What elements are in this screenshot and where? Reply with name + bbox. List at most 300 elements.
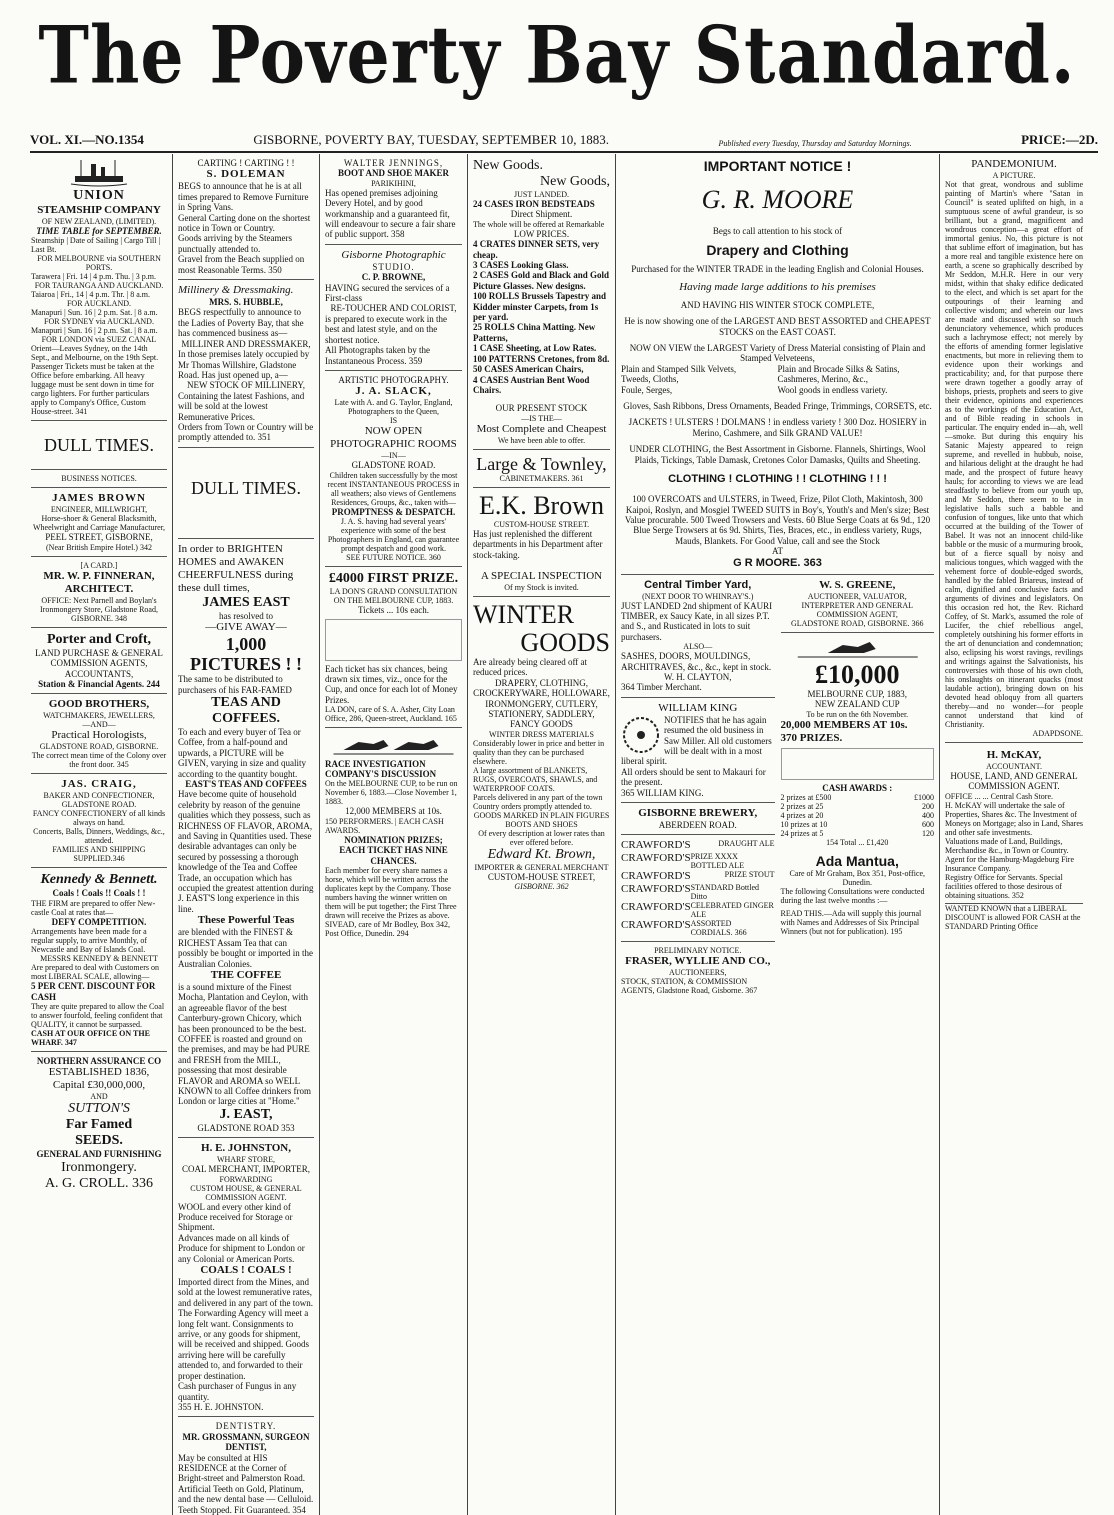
ad-line: JUST LANDED 2nd shipment of KAURI TIMBER, ex Saucy Kate, in all sizes P.T. and S., and Rusticated in lots to suit purchasers. <box>621 600 773 642</box>
ad-line: HOUSE, LAND, AND GENERAL COMMISSION AGENT. <box>950 771 1078 792</box>
ad-line: ESTABLISHED 1836, <box>48 1066 150 1079</box>
ad-line: 24 CASES IRON BEDSTEADS <box>473 199 595 209</box>
ad-line: Of every description at lower rates than ever offered before. <box>478 828 605 847</box>
ad-line: Purchased for the WINTER TRADE in the leading English and Colonial Houses. <box>631 264 924 275</box>
columns <box>26 154 1100 1515</box>
ad-line: CUSTOM-HOUSE STREET, <box>487 871 596 882</box>
ad-line: General Carting done on the shortest notice in Town or Country. <box>178 212 311 234</box>
ad-line: We have been able to offer. <box>497 435 586 445</box>
advertiser-name: JAMES BROWN <box>52 492 146 505</box>
ad-line: WATCHMAKERS, JEWELLERS, <box>43 711 155 721</box>
ad-line: PARIKIHINI, <box>371 178 416 188</box>
fabric-list <box>621 364 934 395</box>
porter-croft-ad <box>31 628 167 695</box>
ad-line: OFFICE: Next Parnell and Boylan's Ironmongery Store, Gladstone Road, <box>40 595 158 614</box>
ek-brown-ad <box>473 488 610 597</box>
ad-line: NOW OPEN <box>364 425 423 438</box>
award-row <box>781 811 935 820</box>
advertiser-name: C. P. BROWNE, <box>361 272 426 283</box>
advertiser-name: Kennedy & Bennett. <box>40 872 158 888</box>
ad-line: Tickets ... 10s each. <box>358 605 429 616</box>
route-row: Manapuri | Sun. 16 | 2 p.m. Sat. | 8 a.m. <box>31 308 158 318</box>
ad-line: EAST'S TEAS AND COFFEES <box>185 779 307 789</box>
ad-line: These Powerful Teas <box>197 914 295 927</box>
ad-line: GLADSTONE ROAD, GISBORNE. <box>39 742 159 752</box>
masthead <box>14 0 1100 112</box>
route-row: Tarawera | Fri. 14 | 4 p.m. Thu. | 3 p.m. <box>31 272 156 282</box>
ad-line: CUSTOM-HOUSE STREET. <box>493 519 590 529</box>
dull-times-2 <box>178 448 314 539</box>
ad-line: ACCOUNTANT. <box>986 762 1042 771</box>
advertiser-name: J. A. SLACK, <box>355 385 432 398</box>
ad-line: H. McKAY will undertake the sale of Properties, Shares &c. The Investment of Moneys on Mortgage; also in Land, Shares and other safe investments. <box>945 800 1083 837</box>
race-investigation-ad <box>325 728 462 938</box>
crawfords-product: PRIZE XXXX BOTTLED ALE <box>690 852 745 871</box>
stock-item: 4 CASES Austrian Bent Wood Chairs. <box>473 374 590 395</box>
ad-line: CASH AWARDS : <box>822 782 893 793</box>
ad-line: IMPORTER & GENERAL MERCHANT <box>474 862 609 872</box>
ad-heading: £10,000 <box>815 659 900 689</box>
ad-line: FAMILIES AND SHIPPING SUPPLIED.346 <box>52 845 146 864</box>
ad-line: 150 PERFORMERS. | EACH CASH AWARDS. <box>325 816 444 835</box>
crawfords-row <box>621 883 775 901</box>
ad-line: Begs to call attention to his stock of <box>712 226 843 236</box>
dentistry-ad <box>178 1417 314 1515</box>
ad-line: Parcels delivered in any part of the town Country orders promptly attended to. <box>473 792 603 811</box>
ad-line: May be consulted at HIS RESIDENCE at the Corner of Bright-street and Palmerston Road. <box>178 1452 305 1484</box>
ad-line: NOTIFIES that he has again resumed the old business in Saw Miller. All old customers will be dealt with in a most liberal spirit. <box>621 714 772 767</box>
ad-line: G R MOORE. 363 <box>733 556 822 569</box>
award-label: 10 prizes at 10 <box>780 820 828 830</box>
ad-heading: New Goods, <box>540 174 610 189</box>
melbourne-cup-ad <box>781 633 935 937</box>
ad-line: In those premises lately occupied by Mr Thomas Willshire, Gladstone Road. Has just opened up, a— <box>178 349 310 380</box>
ad-line: PEEL STREET, GISBORNE, <box>45 532 153 543</box>
crawfords-row <box>621 919 775 937</box>
crawfords-brand: CRAWFORD'S <box>621 919 691 932</box>
ad-line: Artificial Teeth on Gold, Platinum, and the new dental base — Celluloid. Teeth Stopped. Fit Guaranteed. 354 <box>178 1483 314 1515</box>
ad-line: GISBORNE. 362 <box>514 882 569 892</box>
ad-line: (NEXT DOOR TO WHINRAY'S.) <box>642 591 754 601</box>
advertiser-name: H. McKAY, <box>986 749 1042 761</box>
ad-line: DRAPERY, CLOTHING, CROCKERYWARE, HOLLOWARE, IRONMONGERY, CUTLERY, STATIONERY, SADDLERY, FANCY GOODS <box>473 677 610 730</box>
award-value: 200 <box>922 802 934 812</box>
column-6 <box>940 154 1088 1515</box>
ad-line: WHARF STORE, <box>216 1155 276 1165</box>
stock-item: 3 CASES Looking Glass. <box>473 260 569 271</box>
ad-line: 365 WILLIAM KING. <box>621 787 704 798</box>
ad-heading: IMPORTANT NOTICE ! <box>703 158 852 174</box>
ad-line: CARTING ! CARTING ! ! <box>197 158 295 168</box>
ad-line: COALS ! COALS ! <box>200 1264 292 1277</box>
advertiser-name: MR. GROSSMANN, SURGEON DENTIST, <box>182 1431 310 1453</box>
ad-line: Coals ! Coals !! Coals ! ! <box>52 888 146 899</box>
ad-line: Considerably lower in price and better in quality than they can be purchased elsewhere. <box>473 738 605 766</box>
ad-line: LA DON'S GRAND CONSULTATION <box>329 587 458 597</box>
horse-race-icon <box>325 732 462 756</box>
ad-line: FANCY CONFECTIONERY of all kinds always on hand. <box>32 809 166 828</box>
ad-line: MESSRS KENNEDY & BENNETT <box>40 954 158 964</box>
ad-line: AUCTIONEERS, <box>668 968 727 978</box>
advertiser-name: Central Timber Yard, <box>644 578 752 591</box>
ad-line: He is now showing one of the LARGEST AND BEST ASSORTED and CHEAPEST STOCKS on the EAST COAST. <box>624 316 931 337</box>
stock-item: 4 CRATES DINNER SETS, very cheap. <box>473 239 600 260</box>
article-title: PANDEMONIUM. <box>971 158 1057 170</box>
ad-line: are blended with the FINEST & RICHEST Assam Tea that can possibly be bought or imported in the Australian Colonies. <box>178 927 313 969</box>
johnston-ad <box>178 1138 314 1417</box>
ad-line: SEE FUTURE NOTICE. 360 <box>346 553 441 563</box>
ad-line: Each ticket has six chances, being drawn six times, viz., once for the Cup, and once for each lot of Money Prizes. <box>325 663 458 705</box>
ad-line: UNDER CLOTHING, the Best Assortment in Gisborne. Flannels, Shirtings, Wool Plaids, Tickings, Table Damask, Cretones Color Damasks, Quilts and Sheeting. <box>629 444 926 465</box>
ad-line: A SPECIAL INSPECTION <box>480 569 603 582</box>
fabric-item: Wool goods in endless variety. <box>777 384 888 395</box>
ad-line: Children taken successfully by the most recent INSTANTANEOUS PROCESS in all weathers; also views of Gentlemens Residences, Groups, &c., taken with— <box>327 470 460 507</box>
ad-line: ACCOUNTANTS, <box>64 668 134 679</box>
doleman-carting-ad <box>178 154 314 280</box>
ad-line: WINTER DRESS MATERIALS <box>489 729 594 739</box>
crawfords-brand: CRAWFORD'S <box>621 870 691 883</box>
ad-line: ON THE MELBOURNE CUP, 1883. <box>333 596 454 606</box>
award-label: 2 prizes at £500 <box>780 793 832 803</box>
slack-photography-ad <box>325 371 462 567</box>
advertiser-name: GISBORNE BREWERY, <box>638 807 758 820</box>
ad-line: Have become quite of household celebrity by reason of the genuine qualities which they possess, such as RICHNESS OF FLAVOR, AROMA, and Saving in Quantities used. These desirable advantages can only be secured by possessing a thorough knowledge of the Tea and Coffee Trade, an occupation which has occupied the greatest attention during J. EAST'S long experience in this line. <box>178 789 314 914</box>
ad-line: AUCTIONEER, VALUATOR, <box>807 591 907 601</box>
award-label: 4 prizes at 20 <box>780 811 824 821</box>
stock-item: 100 PATTERNS Cretones, from 8d. <box>473 353 610 364</box>
crawfords-brand: CRAWFORD'S <box>621 852 691 865</box>
northern-assurance-ad <box>31 1052 167 1192</box>
ad-line: Ironmongery. <box>61 1159 137 1175</box>
ad-line: 355 H. E. JOHNSTON. <box>178 1401 264 1412</box>
ad-line: Late with A. and G. Taylor, England, Photographers to the Queen, <box>334 398 453 417</box>
gisborne-brewery-ad <box>621 803 775 835</box>
ad-line: —AND— <box>82 720 116 730</box>
stock-item: 1 CASE Sheeting, at Low Rates. <box>473 343 597 354</box>
ad-line: Practical Horologists, <box>51 729 147 742</box>
fabric-item: Cashmeres, Merino, &c., <box>777 374 868 385</box>
ad-line: ENGINEER, MILLWRIGHT, <box>50 505 148 515</box>
fabric-item: Plain and Stamped Silk Velvets, <box>621 363 737 374</box>
fabric-item: Foule, Serges, <box>621 384 673 395</box>
ad-line: DEFY COMPETITION. <box>51 916 147 927</box>
ad-line: Cash purchaser of Fungus in any quantity. <box>178 1381 297 1402</box>
ad-heading: WINTER <box>473 599 575 629</box>
good-brothers-ad <box>31 694 167 774</box>
ad-line: THE COFFEE <box>210 968 282 981</box>
ad-line: MELBOURNE CUP, 1883, <box>807 688 907 699</box>
crawfords-row <box>621 839 775 852</box>
ad-line: The Forwarding Agency will meet a long felt want. Consignments to arrive, or any goods for shipment, will be received and shipped. Goods arriving here will be carefully attended to, and forwarded to their proper destination. <box>178 1308 309 1381</box>
ad-line: IS <box>389 416 398 426</box>
ad-line: 100 OVERCOATS and ULSTERS, in Tweed, Frize, Pilot Cloth, Makintosh, 300 Kaipoi, Roslyn, and Mosgiel TWEED SUITS in Boy's, Youth's and Men's size; Best Value procurable. 500 Tweed Trowsers and Vests. 60 Blue Serge Coats at 6s 9d., 120 Blue Serge Trowsers at 6s 9d. Shirts, Ties, Braces, etc., in endless variety, Rugs, Mauds, Blankets. For Good Value, call and see the Stock <box>624 494 931 546</box>
greene-ad <box>781 575 935 633</box>
hubble-millinery-ad <box>178 280 314 448</box>
dull-times-heading: DULL TIMES. <box>191 477 301 498</box>
ad-heading: DENTISTRY. <box>215 1421 277 1432</box>
stock-item: 100 ROLLS Brussels Tapestry and Kidder minster Carpets, from 1s per yard. <box>473 291 607 323</box>
ad-line: —IN— <box>381 451 406 461</box>
ad-line: OUR PRESENT STOCK <box>495 403 588 414</box>
crawfords-brand: CRAWFORD'S <box>621 839 691 852</box>
advertiser-name: Ada Mantua, <box>815 853 899 870</box>
advertiser-name: G. R. MOORE <box>701 185 854 214</box>
ad-line: Has opened premises adjoining Devery Hotel, and by good workmanship and a guaranteed fit, will endeavour to secure a fair share of public support. 358 <box>325 187 456 240</box>
ad-line: —GIVE AWAY— <box>205 621 287 634</box>
advertiser-name: Large & Townley, <box>476 453 607 474</box>
ad-line: JUST LANDED. <box>514 190 569 199</box>
ad-line: Most Complete and Cheapest <box>476 422 607 435</box>
ad-line: JACKETS ! ULSTERS ! DOLMANS ! in endless variety ! 300 Doz. HOSIERY in Merino, Cashmere, and Silk GRAND VALUE! <box>628 417 927 438</box>
ad-line: is a sound mixture of the Finest Mocha, Plantation and Ceylon, with an agreeable flavor of the best Canterbury-grown Chicory, which has been pronounced to be the best. COFFEE is roasted and ground on the premises, and may be had PURE and FRESH from the MILL, possessing that most desirable FLAVOR and AROMA so WELL KNOWN to all Coffee drinkers from London or large cities at "Home." <box>178 981 312 1107</box>
ad-heading: RACE INVESTIGATION COMPANY'S DISCUSSION <box>325 758 437 779</box>
article-subtitle: A PICTURE. <box>992 171 1036 180</box>
ad-line: Gravel from the Beach supplied on most Reasonable Terms. 350 <box>178 254 305 275</box>
ad-line: Concerts, Balls, Dinners, Weddings, &c., attended. <box>33 827 165 846</box>
place-date: GISBORNE, POVERTY BAY, TUESDAY, SEPTEMBER 10, 1883. <box>253 132 610 147</box>
crawfords-product: DRAUGHT ALE <box>718 839 775 849</box>
ad-line: On the MELBOURNE CUP, to be run on November 6, 1883.—Close November 1, 1883. <box>325 779 458 807</box>
company-sub: OF NEW ZEALAND, (LIMITED). <box>41 217 157 226</box>
ad-heading: £4000 FIRST PRIZE. <box>328 571 459 587</box>
award-row <box>781 829 935 838</box>
ad-line: The following Consultations were conducted during the last twelve months :— <box>780 887 925 906</box>
stock-item: 25 ROLLS China Matting. New Patterns, <box>473 322 596 343</box>
ad-line: Orders from Town or Country will be promptly attended to. 351 <box>178 421 314 443</box>
ad-line: STUDIO. <box>372 261 415 272</box>
ad-line: Capital £30,000,000, <box>52 1079 146 1092</box>
route-row: Taiaroa | Fri., 14 | 4 p.m. Thr. | 8 a.m. <box>31 290 150 300</box>
ad-line: Gloves, Sash Ribbons, Dress Ornaments, Beaded Fringe, Trimmings, CORSETS, etc. <box>623 401 932 412</box>
ad-heading: Gisborne Photographic <box>341 248 446 261</box>
route-heading: FOR MELBOURNE via SOUTHERN PORTS. <box>37 254 161 273</box>
ad-line: AT <box>772 546 783 557</box>
volume-number: VOL. XI.—NO.1354 <box>30 132 144 147</box>
ad-line: SASHES, DOORS, MOULDINGS, ARCHITRAVES, &c., &c., kept in stock. <box>621 651 772 672</box>
ad-heading: GOODS <box>520 627 610 657</box>
column-3 <box>320 154 468 1515</box>
business-notices-heading: BUSINESS NOTICES. <box>31 470 167 488</box>
advertiser-name: FRASER, WYLLIE AND CO., <box>625 955 771 968</box>
william-king-ad <box>621 698 775 803</box>
prize-table <box>325 619 462 661</box>
advertiser-name: W. S. GREENE, <box>819 578 896 591</box>
ad-line: 12,000 MEMBERS at 10s. <box>345 806 442 817</box>
fabric-item: Plain and Brocade Silks & Satins, <box>777 363 900 374</box>
ad-line: GISBORNE. 348 <box>70 613 127 623</box>
ad-line: W. H. CLAYTON, <box>664 671 732 682</box>
ad-line: J. A. S. having had several years' experience with some of the best Photographers in England, can guarantee prompt despatch and good work. <box>327 517 460 554</box>
ad-line: GLADSTONE ROAD, GISBORNE. 366 <box>790 618 924 628</box>
ad-line: LA DON, care of S. A. Asher, City Loan Office, 286, Queen-street, Auckland. 165 <box>325 705 457 724</box>
ad-line: J. EAST, <box>219 1106 273 1122</box>
advertiser-name: H. E. JOHNSTON, <box>201 1142 291 1155</box>
ad-line: Are prepared to deal with Customers on most LIBERAL SCALE, allowing— <box>31 963 159 982</box>
ad-line: HAVING secured the services of a First-class <box>325 282 450 304</box>
ad-line: LAND PURCHASE & GENERAL <box>35 647 163 658</box>
ad-heading: Millinery & Dressmaking. <box>178 284 294 297</box>
ad-line: STOCK, STATION, & COMMISSION AGENTS, Gladstone Road, Gisborne. 367 <box>621 977 758 996</box>
ad-line: Having made large additions to his premises <box>679 280 876 293</box>
col5-lower-left <box>621 575 775 996</box>
dull-times-heading: DULL TIMES. <box>44 435 154 456</box>
ad-line: ABERDEEN ROAD. <box>658 820 737 831</box>
article-signature: ADAPDSONE. <box>1032 729 1083 738</box>
ad-line: WOOL and every other kind of Produce received for Storage or Shipment. <box>178 1201 293 1233</box>
crawfords-row <box>621 901 775 919</box>
advertiser-name: JAS. CRAIG, <box>61 778 137 791</box>
union-steamship-ad <box>31 154 167 421</box>
ad-line: All Photographs taken by the Instantaneous Process. 359 <box>325 345 430 366</box>
ad-line: GLADSTONE ROAD 353 <box>197 1122 295 1133</box>
cup-table <box>781 748 935 780</box>
ad-line: The same to be distributed to purchasers of his FAR-FAMED <box>178 674 292 695</box>
ad-line: NOW ON VIEW the LARGEST Variety of Dress Material consisting of Plain and Stamped Velveteens, <box>629 343 926 364</box>
ad-line: INTERPRETER AND GENERAL COMMISSION AGENT, <box>801 600 914 619</box>
mckay-ad <box>945 743 1083 931</box>
ad-line: Of my Stock is invited. <box>504 582 579 592</box>
ad-line: BAKER AND CONFECTIONER, <box>43 791 155 801</box>
advertiser-name: MR. W. P. FINNERAN, ARCHITECT. <box>43 569 155 595</box>
col5-lower-right <box>781 575 935 996</box>
ad-line: AND HAVING HIS WINTER STOCK COMPLETE, <box>680 299 875 310</box>
timetable-header: Steamship | Date of Sailing | Cargo Till | Last Bt. <box>31 236 161 255</box>
ad-line: Each member for every share names a horse, which will be written across the duplicates kept by the Company. Those numbers having the winner written on them will be put together; the First Three drawn will receive the Prizes as above. <box>325 866 457 920</box>
article-body: Not that great, wondrous and sublime painting of Martin's where "Satan in Council" is seated uplifted on high, in a sumptuous scene of awful grandeur, is so brilliant, but a grand, magnificent and wondrous conception—a great effort of immortal genius. No, this picture is not that sublime effort of imagination, but has a more real and tangible existence here on earth, a scene so graphically described by Mr Seddon, M.H.R. Here in our very midst, within that shaky edifice dedicated to the elect, and which is set apart for the outpourings of their learning and collective wisdom; and wherein our laws are made and discussed with so much denunciatory vehemence, which produces such a lachrymose effect; not merely by the efforts of amending former legislative enactments, but more in relieving them to evidence upon their workings and practicability; and, for that purpose there were drawn together a goodly array of bishops, priests, prophets and seers to give their evidence, opinions and experiences as to the workings of the Education Act, and of Bible reading in schools in particular. The enquiry ended in—ah, well—smoke. But during this enquiry his Satanic Majesty appeared to reign supreme, and revelled in hubbub, noise, and hilarious delight at the draught he had made, and the prospect of future heavy hauls; for according to views we are lead steadfastly to believe from our youth up, and Mr Seddon, there seem to be in legislative halls such a babble and confusion of tongues, like unto that which occurred at the building of the Tower of Babel. It was not an innocent child-like babble or the music of a murmuring brook, but of a fierce squall by noisy and malicious tongues, which wagged with the vehement force of double-edged swords, handled by the fabled Briareus, instead of calm, dignified and conclusive facts and arguments of divines and legislators. On this occasion red hot, the Rev. Richard Coffey, of St. Mark's, assumed the role of Lucifer, the chief rebellious angel, completely outshining his former efforts in the art of denunciation and condemnation; also, eclipsing his worst ravings, revilings and writings against the Salvationists, his controversies with those of his own cloth, his onslaughts on itinerant quacks (most laudable action), bringing down on his devoted head obloquy from all quarters thereby—and no wonder—for people cannot understand that kind of Christianity. <box>945 180 1083 729</box>
award-row <box>781 820 935 829</box>
ad-line: SEEDS. <box>75 1133 123 1149</box>
stock-item: 2 CASES Gold and Black and Gold Picture Glasses. New designs. <box>473 270 610 291</box>
ad-line: TEAS AND COFFEES. <box>211 694 281 726</box>
ad-line: They are quite prepared to allow the Coal to answer fourfold, feeling confident that QUALITY, it cannot be surpassed. <box>31 1002 165 1030</box>
ad-line: ALSO— <box>683 642 713 652</box>
ad-line: NEW STOCK OF MILLINERY, <box>186 380 305 391</box>
crawfords-product: STANDARD Bottled Ditto <box>690 883 760 902</box>
route-row: Manapuri | Sun. 16 | 2 p.m. Sat. | 8 a.m. <box>31 326 158 336</box>
ad-line: COMMISSION AGENTS, <box>50 658 148 669</box>
masthead-title: The Poverty Bay Standard. <box>38 10 1076 102</box>
award-label: 2 prizes at 25 <box>780 802 824 812</box>
dateline <box>30 126 1098 153</box>
crawfords-ad <box>621 835 775 942</box>
craig-ad <box>31 774 167 868</box>
company-name: STEAMSHIP COMPANY <box>37 204 161 216</box>
ad-line: MILLINER AND DRESSMAKER, <box>181 338 311 349</box>
route-heading: FOR AUCKLAND. <box>66 299 131 309</box>
ad-line: SIVEAD, care of Mr Bodley, Box 342, Post Office, Dunedin. 294 <box>325 920 451 938</box>
ad-line: BEGS to announce that he is at all times prepared to Remove Furniture in Spring Vans. <box>178 181 309 213</box>
ad-line: SUTTON'S <box>68 1101 130 1117</box>
ad-line: Horse-shoer & General Blacksmith, Wheelwright and Carriage Manufacturer, <box>32 514 166 533</box>
advertiser-name: JAMES EAST <box>202 594 290 610</box>
dull-times-1 <box>31 421 167 470</box>
ad-line: 154 Total ... £1,420 <box>826 838 889 848</box>
advertiser-name: WALTER JENNINGS, <box>343 158 444 168</box>
ad-line: has resolved to <box>219 610 273 621</box>
ad-line: WANTED KNOWN that a LIBERAL DISCOUNT is allowed FOR CASH at the STANDARD Printing Office <box>945 903 1083 931</box>
union-title: UNION <box>73 188 125 203</box>
ad-line: Containing the latest Fashions, and will be sold at the lowest Remunerative Prices. <box>178 390 305 422</box>
ad-line: GENERAL AND FURNISHING <box>36 1149 162 1160</box>
steamship-icon <box>69 158 129 188</box>
column-2 <box>173 154 320 1515</box>
advertiser-name: Porter and Croft, <box>46 631 152 647</box>
ad-line: Advances made on all kinds of Produce for shipment to London or any Colonial or American Ports. <box>178 1232 305 1264</box>
route-heading: FOR TAURANGA AND AUCKLAND. <box>34 281 164 291</box>
crawfords-product: PRIZE STOUT <box>724 870 775 880</box>
ad-line: THE FIRM are prepared to offer New-castle Coal at rates that— <box>31 898 156 917</box>
ad-line: To each and every buyer of Tea or Coffee, from a half-pound and upwards, a PICTURE will be GIVEN, varying in size and quality according to the quantity bought. <box>178 726 306 779</box>
col5-lower <box>621 575 934 996</box>
ad-line: RE-TOUCHER AND COLORIST, <box>330 303 457 314</box>
ad-line: CASH AT OUR OFFICE ON THE WHARF. 347 <box>31 1029 150 1048</box>
advertiser-name: E.K. Brown <box>479 490 604 520</box>
ad-line: Care of Mr Graham, Box 351, Post-office, Dunedin. <box>789 869 926 888</box>
ad-line: 364 Timber Merchant. <box>621 682 702 693</box>
ad-heading: New Goods. <box>473 158 543 173</box>
ad-line: A. G. CROLL. 336 <box>44 1175 154 1191</box>
ad-line: GLADSTONE ROAD. <box>351 460 436 471</box>
new-goods-ad <box>473 154 610 450</box>
winter-goods-ad <box>473 597 610 891</box>
advertiser-name: GOOD BROTHERS, <box>48 698 150 711</box>
ad-line: COAL MERCHANT, IMPORTER, <box>182 1164 310 1175</box>
route-heading: FOR SYDNEY via AUCKLAND. <box>44 317 154 327</box>
stock-item: 50 CASES American Chairs, <box>473 364 584 375</box>
ad-line: To be run on the 6th November. <box>806 709 909 719</box>
jennings-ad <box>325 154 462 245</box>
ad-line: [A CARD.] <box>80 560 118 570</box>
saw-blade-icon <box>621 715 661 755</box>
ad-line: Imported direct from the Mines, and sold at the lowest remunerative rates, and delivered in any part of the town. <box>178 1277 313 1308</box>
kennedy-bennett-ad <box>31 868 167 1052</box>
ad-line: NEW ZEALAND CUP <box>814 699 900 710</box>
ad-line: Are already being cleared off at reduced prices. <box>473 656 588 678</box>
ad-line: The whole will be offered at Remarkable <box>473 219 605 229</box>
james-brown-ad <box>31 488 167 556</box>
ad-line: OFFICE ... ... Central Cash Store. <box>945 791 1053 801</box>
fabric-item: Tweeds, Cloths, <box>621 374 679 385</box>
ad-line: READ THIS.—Ada will supply this journal with Names and Addresses of Six Principal Winners (but not for publication). 195 <box>780 909 922 937</box>
ad-line: is prepared to execute work in the best and latest style, and on the shortest notice. <box>325 313 447 345</box>
ad-line: NOMINATION PRIZES; <box>344 834 443 845</box>
ad-line: Valuations made of Land, Buildings, Merchandise &c., in Town or Country. <box>945 836 1069 855</box>
ad-line: AND <box>90 1092 108 1102</box>
ad-line: Drapery and Clothing <box>706 242 849 259</box>
ad-line: Arrangements have been made for a regular supply, to arrive Monthly, of Newcastle and Bay of Islands Coal. <box>31 927 148 955</box>
award-value: 120 <box>922 829 934 839</box>
ad-line: GOODS MARKED IN PLAIN FIGURES <box>473 810 610 820</box>
fraser-wyllie-ad <box>621 942 775 995</box>
advertiser-name: MRS. S. HUBBLE, <box>209 297 283 308</box>
ad-line: Agent for the Hamburg-Magdeburg Fire Insurance Company. <box>945 854 1075 873</box>
ad-line: GLADSTONE ROAD. <box>61 800 137 810</box>
ad-line: PHOTOGRAPHIC ROOMS <box>330 438 457 451</box>
ad-line: BEGS respectfully to announce to the Ladies of Poverty Bay, that she has commenced business as— <box>178 307 304 339</box>
route-heading: FOR LONDON via SUEZ CANAL <box>41 335 157 345</box>
james-east-ad <box>178 539 314 1138</box>
ad-line: —IS THE— <box>521 413 562 423</box>
ad-line: EACH TICKET HAS NINE CHANCES. <box>339 845 448 866</box>
ad-line: Direct Shipment. <box>510 209 573 220</box>
ad-line: CLOTHING ! CLOTHING ! ! CLOTHING ! ! ! <box>668 473 887 486</box>
advertiser-name: S. DOLEMAN <box>206 168 286 181</box>
ad-heading: ARTISTIC PHOTOGRAPHY. <box>338 374 449 385</box>
ad-line: All orders should be sent to Makauri for the present. <box>621 766 766 788</box>
timetable-title: TIME TABLE for SEPTEMBER. <box>36 226 162 236</box>
ad-line: LOW PRICES. <box>513 228 570 239</box>
ad-line: Has just replenished the different departments in his Department after stock-taking. <box>473 528 603 560</box>
